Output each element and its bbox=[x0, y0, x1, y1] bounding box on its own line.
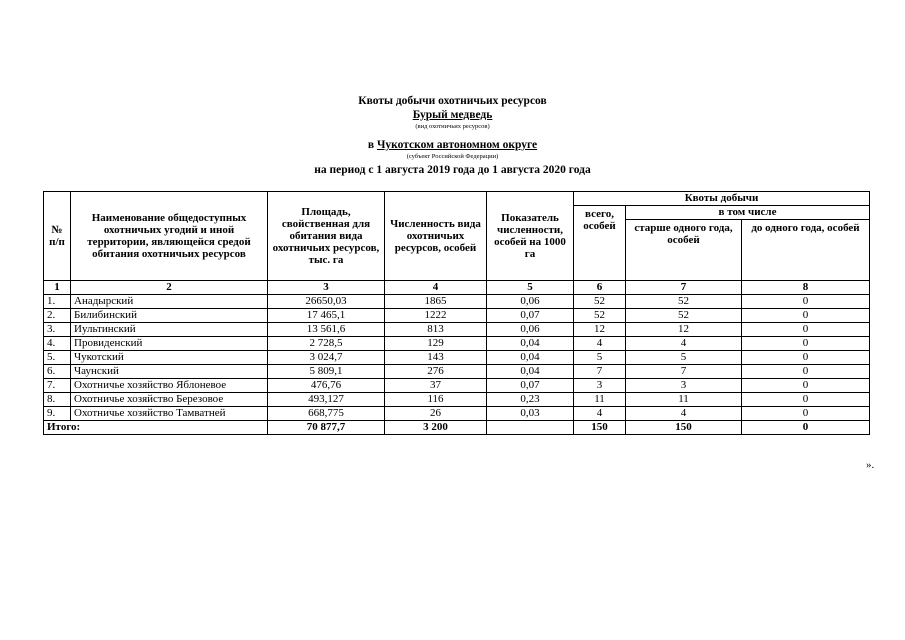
header-name: Наименование общедоступных охотничьих угодий и иной территории, являющейся средой обитания охотничьих ресурсов bbox=[71, 192, 268, 281]
table-row bbox=[44, 393, 870, 407]
row-area: 13 561,6 bbox=[268, 323, 385, 337]
region-note: (субъект Российской Федерации) bbox=[406, 153, 499, 160]
row-population: 276 bbox=[385, 365, 487, 379]
row-quota-younger: 0 bbox=[742, 365, 870, 379]
region-prefix: в bbox=[367, 139, 375, 151]
row-number: 7. bbox=[44, 379, 71, 393]
row-indicator: 0,07 bbox=[487, 309, 574, 323]
row-number: 8. bbox=[44, 393, 71, 407]
row-indicator: 0,06 bbox=[487, 323, 574, 337]
table-row bbox=[44, 295, 870, 309]
totals-quota: 150 bbox=[574, 421, 626, 435]
row-indicator: 0,06 bbox=[487, 295, 574, 309]
col-index: 3 bbox=[268, 281, 385, 295]
row-quota-older: 12 bbox=[626, 323, 742, 337]
header-quota-group: Квоты добычи bbox=[574, 192, 870, 206]
row-population: 129 bbox=[385, 337, 487, 351]
header-indicator: Показатель численности, особей на 1000 га bbox=[487, 192, 574, 281]
row-indicator: 0,07 bbox=[487, 379, 574, 393]
row-quota-total: 52 bbox=[574, 295, 626, 309]
region-line bbox=[0, 139, 905, 151]
header-area: Площадь, свойственная для обитания вида охотничьих ресурсов, тыс. га bbox=[268, 192, 385, 281]
row-quota-older: 4 bbox=[626, 407, 742, 421]
row-area: 2 728,5 bbox=[268, 337, 385, 351]
totals-label: Итого: bbox=[44, 421, 268, 435]
row-quota-total: 12 bbox=[574, 323, 626, 337]
row-area: 17 465,1 bbox=[268, 309, 385, 323]
table-row bbox=[44, 309, 870, 323]
row-name: Чукотский bbox=[71, 351, 268, 365]
table-row bbox=[44, 337, 870, 351]
row-name: Провиденский bbox=[71, 337, 268, 351]
quota-table bbox=[43, 191, 870, 435]
totals-older: 150 bbox=[626, 421, 742, 435]
row-indicator: 0,03 bbox=[487, 407, 574, 421]
row-area: 668,775 bbox=[268, 407, 385, 421]
totals-row bbox=[44, 421, 870, 435]
col-index: 7 bbox=[626, 281, 742, 295]
header-younger: до одного года, особей bbox=[742, 220, 870, 281]
row-indicator: 0,04 bbox=[487, 365, 574, 379]
row-area: 3 024,7 bbox=[268, 351, 385, 365]
totals-younger: 0 bbox=[742, 421, 870, 435]
row-number: 9. bbox=[44, 407, 71, 421]
header-total: всего, особей bbox=[574, 206, 626, 281]
region-name: Чукотском автономном округе bbox=[376, 139, 538, 151]
row-number: 6. bbox=[44, 365, 71, 379]
row-number: 5. bbox=[44, 351, 71, 365]
row-name: Анадырский bbox=[71, 295, 268, 309]
row-quota-older: 4 bbox=[626, 337, 742, 351]
row-quota-younger: 0 bbox=[742, 351, 870, 365]
row-indicator: 0,04 bbox=[487, 351, 574, 365]
totals-indicator bbox=[487, 421, 574, 435]
row-number: 3. bbox=[44, 323, 71, 337]
document-title: Квоты добычи охотничьих ресурсов bbox=[358, 95, 547, 107]
row-population: 116 bbox=[385, 393, 487, 407]
row-quota-total: 52 bbox=[574, 309, 626, 323]
row-area: 493,127 bbox=[268, 393, 385, 407]
row-indicator: 0,04 bbox=[487, 337, 574, 351]
table-row bbox=[44, 365, 870, 379]
row-quota-total: 11 bbox=[574, 393, 626, 407]
row-name: Охотничье хозяйство Тамватней bbox=[71, 407, 268, 421]
col-index: 6 bbox=[574, 281, 626, 295]
period-line: на период с 1 августа 2019 года до 1 августа 2020 года bbox=[314, 164, 591, 176]
col-index: 5 bbox=[487, 281, 574, 295]
column-index-row bbox=[44, 281, 870, 295]
table-row bbox=[44, 407, 870, 421]
row-quota-total: 5 bbox=[574, 351, 626, 365]
table-row bbox=[44, 323, 870, 337]
header-num: № п/п bbox=[44, 192, 71, 281]
row-number: 2. bbox=[44, 309, 71, 323]
row-quota-older: 7 bbox=[626, 365, 742, 379]
col-index: 2 bbox=[71, 281, 268, 295]
row-quota-younger: 0 bbox=[742, 337, 870, 351]
col-index: 8 bbox=[742, 281, 870, 295]
col-index: 1 bbox=[44, 281, 71, 295]
resource-note: (вид охотничьих ресурсов) bbox=[415, 123, 490, 130]
row-quota-older: 3 bbox=[626, 379, 742, 393]
row-quota-younger: 0 bbox=[742, 393, 870, 407]
header-older: старше одного года, особей bbox=[626, 220, 742, 281]
row-population: 813 bbox=[385, 323, 487, 337]
row-quota-younger: 0 bbox=[742, 407, 870, 421]
row-quota-total: 4 bbox=[574, 407, 626, 421]
row-name: Иультинский bbox=[71, 323, 268, 337]
row-quota-younger: 0 bbox=[742, 295, 870, 309]
row-quota-older: 52 bbox=[626, 295, 742, 309]
row-indicator: 0,23 bbox=[487, 393, 574, 407]
header-including: в том числе bbox=[626, 206, 870, 220]
row-number: 1. bbox=[44, 295, 71, 309]
row-name: Охотничье хозяйство Березовое bbox=[71, 393, 268, 407]
row-quota-older: 11 bbox=[626, 393, 742, 407]
col-index: 4 bbox=[385, 281, 487, 295]
resource-name: Бурый медведь bbox=[412, 109, 493, 121]
row-quota-total: 4 bbox=[574, 337, 626, 351]
table-row bbox=[44, 351, 870, 365]
row-population: 1222 bbox=[385, 309, 487, 323]
row-name: Охотничье хозяйство Яблоневое bbox=[71, 379, 268, 393]
row-quota-total: 7 bbox=[574, 365, 626, 379]
row-quota-older: 5 bbox=[626, 351, 742, 365]
row-quota-total: 3 bbox=[574, 379, 626, 393]
row-name: Билибинский bbox=[71, 309, 268, 323]
table-row bbox=[44, 379, 870, 393]
row-quota-younger: 0 bbox=[742, 309, 870, 323]
row-population: 143 bbox=[385, 351, 487, 365]
row-area: 26650,03 bbox=[268, 295, 385, 309]
row-population: 37 bbox=[385, 379, 487, 393]
row-population: 1865 bbox=[385, 295, 487, 309]
row-population: 26 bbox=[385, 407, 487, 421]
header-population: Численность вида охотничьих ресурсов, особей bbox=[385, 192, 487, 281]
row-name: Чаунский bbox=[71, 365, 268, 379]
row-number: 4. bbox=[44, 337, 71, 351]
row-area: 5 809,1 bbox=[268, 365, 385, 379]
row-quota-younger: 0 bbox=[742, 379, 870, 393]
totals-population: 3 200 bbox=[385, 421, 487, 435]
totals-area: 70 877,7 bbox=[268, 421, 385, 435]
closing-mark: ». bbox=[866, 459, 875, 471]
row-area: 476,76 bbox=[268, 379, 385, 393]
row-quota-younger: 0 bbox=[742, 323, 870, 337]
row-quota-older: 52 bbox=[626, 309, 742, 323]
